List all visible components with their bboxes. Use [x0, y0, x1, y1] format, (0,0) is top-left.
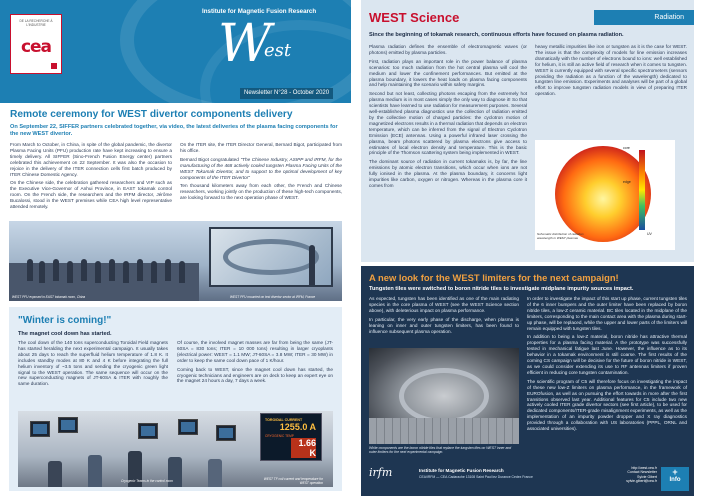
paragraph: Second but not least, collecting photons escaping from the extremely hot plasma medium is in most cases simply the only way to diagnose it! So that scientists have learned to use radiation for measurement purposes. Several well-established plasma diagnostics use the collection of radiation emitted by the collective motion of charged particles: the cyclotron motion of magnetized electrons results in a thermal radiation that depends on electron temperature, which can be inferred from the signal of Electron Cyclotron Emission (ECE) antennas. Using a powerful infrared laser crossing the plasma, beam photons scattered by plasma electrons give access to estimates of local electron density and temperature. This is the basic principle of the Thomson scattering system being implemented in WEST.: [369, 91, 527, 156]
person: [151, 261, 157, 283]
article1-column-2: [180, 142, 342, 204]
vessel-ring: [399, 368, 489, 424]
paragraph: The scientific program of C5 will therefore focus on investigating the impact of these new low-Z limiters on plasma performance, in the framework of EUROfusion, as well as on pursuing the effort towards in more after the first transitions observed last year. Additional features for C5 include two new actively cooled ITER grade divertor sectors (see first article), to be used for dedicated components/ITER-grade misalignment experiments, as well as the implementation of an impurity powder dropper and X ray diagnostics provided through a collaboration with US laboratories (PPPL, ORNL and associated universities).: [527, 378, 687, 432]
toroidal-current-value: 1255.0 A: [279, 422, 316, 432]
magnet-status-panel: [260, 413, 322, 461]
article2-title: "Winter is coming!": [18, 315, 112, 326]
contact-name: Sylvie Gibert: [637, 474, 657, 479]
control-room-photo: [18, 411, 333, 487]
person: [48, 461, 62, 487]
person: [165, 259, 171, 281]
person: [81, 259, 87, 281]
photo-caption: WEST PFU exposed in EAST tokamak room, China: [12, 295, 86, 299]
person: [53, 259, 59, 281]
figure-label: edge: [623, 180, 631, 184]
info-label: Info: [669, 477, 681, 483]
monitor-icon: [58, 417, 78, 433]
west-science-title: WEST Science: [369, 10, 460, 25]
paragraph: On the Chinese side, the celebration gathered researchers and VIP such as the Executive Vice-Governor of Anhui Province, in EAST tokamak control room. On the French side, the researchers and the IRFM director, Jérôme Bucalossi, stood in the WEST premises while CEA high level representative attended remotely.: [10, 180, 172, 210]
cea-square-icon: [51, 63, 57, 69]
plus-icon: +: [672, 467, 678, 477]
tokamak-interior-photo: [369, 348, 519, 444]
paragraph: The cool down of the 140 tons superconducting Toroidal Field magnets has started heralding the next experimental campaign. It usually takes about 25 days to reach the superfluid helium temperature of 1.8 K. It includes standby modes at 80 K and 4 K before integrating the full helium inventory of ~3.5 tons and sending the cryogenic green light signal to the WEST operation. The same sequence will occur on the new superconducting magnets of JT-60SA & ITER with roughly the same duration.: [18, 340, 168, 387]
paragraph: Coming back to WEST, since the magnet cool down has started, the cryogenic technicians and engineers are on deck to keep an expert eye on the magnet 24 hours a day, 7 days a week.: [177, 366, 333, 384]
science-column-1: [369, 44, 527, 192]
panel-label: TOROIDAL CURRENT: [265, 418, 303, 422]
science-column-2: [535, 44, 687, 100]
monitor-icon: [216, 425, 236, 441]
figure-label: core: [623, 146, 630, 150]
right-page: [351, 0, 702, 496]
panel-label: CRYOGENIC TEMP: [265, 434, 294, 438]
irfm-logo[interactable]: irfm: [369, 466, 393, 479]
person: [67, 261, 73, 283]
person: [109, 259, 115, 281]
person: [27, 259, 33, 281]
person: [179, 261, 185, 283]
winter-article: [9, 307, 342, 491]
west-logo: W: [218, 14, 269, 74]
limiters-section: [361, 266, 694, 496]
person: [309, 245, 315, 285]
limiter-tiles: [369, 418, 519, 444]
info-button[interactable]: [661, 467, 689, 491]
cea-logo[interactable]: [10, 14, 62, 74]
limiters-subtitle: Tungsten tiles were switched to boron nitride tiles to investigate midplane impurity sources impact.: [369, 286, 634, 292]
person: [123, 261, 129, 283]
paragraph: [180, 157, 342, 181]
photo-caption: Cryogenic Teams in the control room: [121, 479, 173, 483]
footer-address: CEA/IRFM — CEA Cadarache 13108 Saint Paul lez Durance Cedex France: [419, 475, 533, 479]
section-tag: Radiation: [594, 10, 694, 25]
website-link[interactable]: http://west.cea.fr: [631, 466, 657, 470]
cea-wordmark: cea: [20, 37, 52, 57]
limiters-column-2: [527, 296, 687, 435]
article1-title: Remote ceremony for WEST divertor components delivery: [10, 109, 293, 120]
paragraph: heavy metallic impurities like iron or tungsten as it is the case for WEST. The issue is that the complexity of models for line emission increases dramatically with the number of electrons bound to ions: well established for helium, it is still an active field of research when it comes to tungsten. WEST is currently equipped with several specific spectrometers (sensors providing the radiation as a function of the wavelength) dedicated to tungsten line emission. Experiments and analyses will be part of a global effort to improve tungsten radiation models in view of preparing ITER operation.: [535, 44, 687, 97]
article2-column-1: [18, 340, 168, 390]
footer-contact: [601, 466, 657, 484]
paragraph: Plasma radiation defines the ensemble of electromagnetic waves (or photons) emitted by plasma particles.: [369, 44, 527, 55]
monitor-icon: [178, 419, 198, 435]
paragraph: On the ITER site, the ITER Director General, Bernard Bigot, participated from his office.: [180, 142, 342, 153]
west-science-section: [361, 0, 694, 262]
newsletter-issue-badge: Newsletter N°28 - October 2020: [240, 88, 333, 99]
cryogenic-temperature-value: 1.66 K: [291, 438, 316, 458]
ceremony-photo: [9, 221, 342, 301]
plasma-cross-section: [555, 146, 651, 242]
paragraph: In particular, the very early phase of the discharge, when plasma is leaning on inner and outer tungsten limiters, has been found to influence subsequent plasma operation.: [369, 316, 519, 334]
west-science-lead: Since the beginning of tokamak research, continuous efforts have focused on plasma radiation.: [369, 32, 624, 38]
monitor-icon: [30, 421, 50, 437]
plasma-radiation-figure: [535, 140, 675, 250]
paragraph: Of course, the involved magnet masses are far from being the same (JT-60SA = 830 tons; ITER = 10 000 tons) resulting in larger cryoplants (electrical power: WEST = 1.1 MW; JT-60SA = 3.8 MW; ITER = 30 MW) in order to keep the same cool down pace of 1 K/hour.: [177, 340, 333, 363]
article1-lead: On September 22, SIFFER partners celebrated together, via video, the latest deliveries of the plasma facing components for the new WEST divertor.: [10, 124, 338, 137]
person: [137, 259, 143, 281]
photo-caption: WEST PFU mounted on test divertor sector at IRFM, France: [230, 295, 316, 299]
paragraph: As expected, tungsten has been identified as one of the main radiating species in the core plasma of WEST (see the WEST Science section above), with deleterious impact on plasma performance.: [369, 296, 519, 313]
monitor-icon: [138, 423, 158, 439]
wavelength-colorbar: [639, 150, 645, 230]
contact-label: Contact Newsletter: [627, 470, 657, 475]
west-logo-suffix: est: [264, 40, 292, 61]
institute-name: Institute for Magnetic Fusion Research: [202, 8, 317, 15]
paragraph: In order to investigate the impact of this start up phase, current tungsten tiles of the 6 inner bumpers and the outer limiter have been replaced by boron nitride tiles, a low-Z ceramic material. BC tiles located in the midplane of the limiters, corresponding to the main contact area with the plasma during start-up phase, will be replaced, while the upper and lower parts of the limiters will remain equipped with tungsten tiles.: [527, 296, 687, 331]
paragraph: The dominant source of radiation in current tokamaks is, by far, the line emissions by atomic electron transitions, which occur when ions are not fully ionised in the plasma. At the plasma boundary, it concerns light impurities like carbon, oxygen or nitrogen. Whereas in the plasma core it comes from: [369, 159, 527, 188]
limiters-column-1: [369, 296, 519, 337]
paragraph-text: Bernard Bigot congratulated: [180, 156, 241, 162]
limiters-title: A new look for the WEST limiters for the next campaign!: [369, 272, 619, 283]
article2-column-2: [177, 340, 333, 387]
person: [88, 455, 102, 487]
quote: "The Chinese Industry, ASIPP and IRFM, for the manufacturing of the 468 actively cooled tungsten Plasma Facing Units of the WEST Tokamak Divertor, and to support to the optimal development of key components of the ITER Divertor": [180, 156, 342, 180]
photo-caption: White components are the boron nitride tiles that replace the tungsten tiles on WEST inner and outer limiters for the next experimental campaign.: [369, 446, 512, 455]
paragraph: First, radiation plays an important role in the power balance of plasma scenarios: too much radiation from the hot central plasma will cool the medium and lower the confinement performances. But emitted at the plasma boundary, it lowers the heat loads on plasma facing components and help maintaining the scenario within safety margins.: [369, 58, 527, 88]
paragraph: From March to October, in China, in spite of the global pandemic, the divertor Plasma Facing Units (PFU) production rate have kept increasing to ensure a timely delivery. All SIFFER (Sino-French Fusion Energy center) partners celebrated this achievement on 22 September. It was also the occasion to rejoice in the delivery of the ITER connection cells first batch produced by ITER Chinese Domestic Agency.: [10, 142, 172, 177]
photo-caption: WEST TF coil current and temperature for WEST operation: [263, 477, 323, 485]
article1-column-1: [10, 142, 172, 213]
person: [95, 261, 101, 283]
person: [39, 261, 45, 283]
figure-label: UV: [647, 232, 652, 236]
contact-email-link[interactable]: sylvie.gibert@cea.fr: [626, 479, 657, 484]
footer-institute: Institute for Magnetic Fusion Research: [419, 468, 504, 473]
paragraph: Ten thousand kilometers away from each other, the French and Chinese researchers, working jointly on the production of these high-tech components, are looking forward to the next operation phase of WEST.: [180, 183, 342, 201]
figure-caption: Schematic distribution of radiation wavelength in WEST plasmas: [537, 232, 584, 240]
divertor-ring: [223, 239, 319, 275]
cea-tagline: DE LA RECHERCHE À L'INDUSTRIE: [19, 19, 53, 27]
person: [208, 459, 222, 487]
paragraph: In addition to being a low-Z material, boron nitride has attractive thermal properties for a plasma facing material. A the prototype was successfully tested in mechanical fatigue last June. However, the influence as to its behavior in a tokamak environment is still coarse. The first results of the coming CS campaign will be decisive for the future of boron nitride in WEST, as we could consider extending its use to RF antennas limiters if proven efficient in reducing core tungsten contamination.: [527, 334, 687, 375]
article2-subtitle: The magnet cool down has started.: [18, 331, 112, 337]
newsletter-header: [0, 0, 351, 103]
